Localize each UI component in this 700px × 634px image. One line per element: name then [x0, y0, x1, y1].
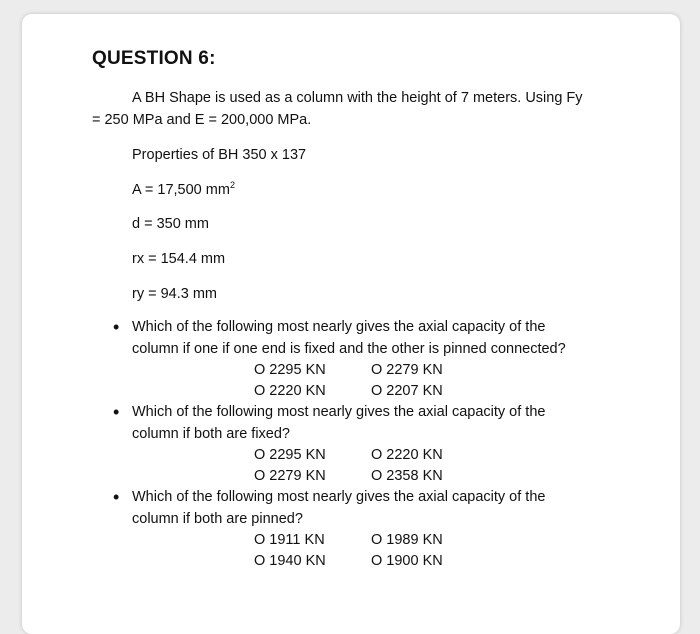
item-2-line-2: column if both are fixed? [132, 426, 290, 442]
bullet-1: • [113, 317, 120, 337]
item-2-option-c[interactable]: O 2279 KN [254, 468, 326, 484]
property-area [132, 182, 235, 198]
item-3-option-d[interactable]: O 1900 KN [371, 553, 443, 569]
item-1-option-d[interactable]: O 2207 KN [371, 383, 443, 399]
bullet-2: • [113, 402, 120, 422]
intro-line-1: A BH Shape is used as a column with the height of 7 meters. Using Fy [132, 90, 583, 106]
item-1-option-b[interactable]: O 2279 KN [371, 362, 443, 378]
item-3-line-2: column if both are pinned? [132, 511, 303, 527]
intro-line-2: = 250 MPa and E = 200,000 MPa. [92, 112, 312, 128]
item-1-option-c[interactable]: O 2220 KN [254, 383, 326, 399]
item-1-option-a[interactable]: O 2295 KN [254, 362, 326, 378]
item-3-option-a[interactable]: O 1911 KN [254, 532, 325, 548]
property-rx: rx = 154.4 mm [132, 251, 226, 267]
item-1-line-1: Which of the following most nearly gives the axial capacity of the [132, 319, 546, 335]
properties-title: Properties of BH 350 x 137 [132, 147, 307, 163]
bullet-3: • [113, 487, 120, 507]
property-depth: d = 350 mm [132, 216, 209, 232]
item-1-line-2: column if one if one end is fixed and the other is pinned connected? [132, 341, 566, 357]
item-3-option-c[interactable]: O 1940 KN [254, 553, 326, 569]
item-3-option-b[interactable]: O 1989 KN [371, 532, 443, 548]
item-3-line-1: Which of the following most nearly gives the axial capacity of the [132, 489, 546, 505]
property-ry: ry = 94.3 mm [132, 286, 218, 302]
property-area-superscript: 2 [229, 180, 235, 191]
item-2-line-1: Which of the following most nearly gives the axial capacity of the [132, 404, 546, 420]
item-2-option-d[interactable]: O 2358 KN [371, 468, 443, 484]
item-2-option-a[interactable]: O 2295 KN [254, 447, 326, 463]
question-heading: QUESTION 6: [92, 48, 216, 69]
property-area-text: A = 17,500 mm [132, 182, 230, 198]
item-2-option-b[interactable]: O 2220 KN [371, 447, 443, 463]
